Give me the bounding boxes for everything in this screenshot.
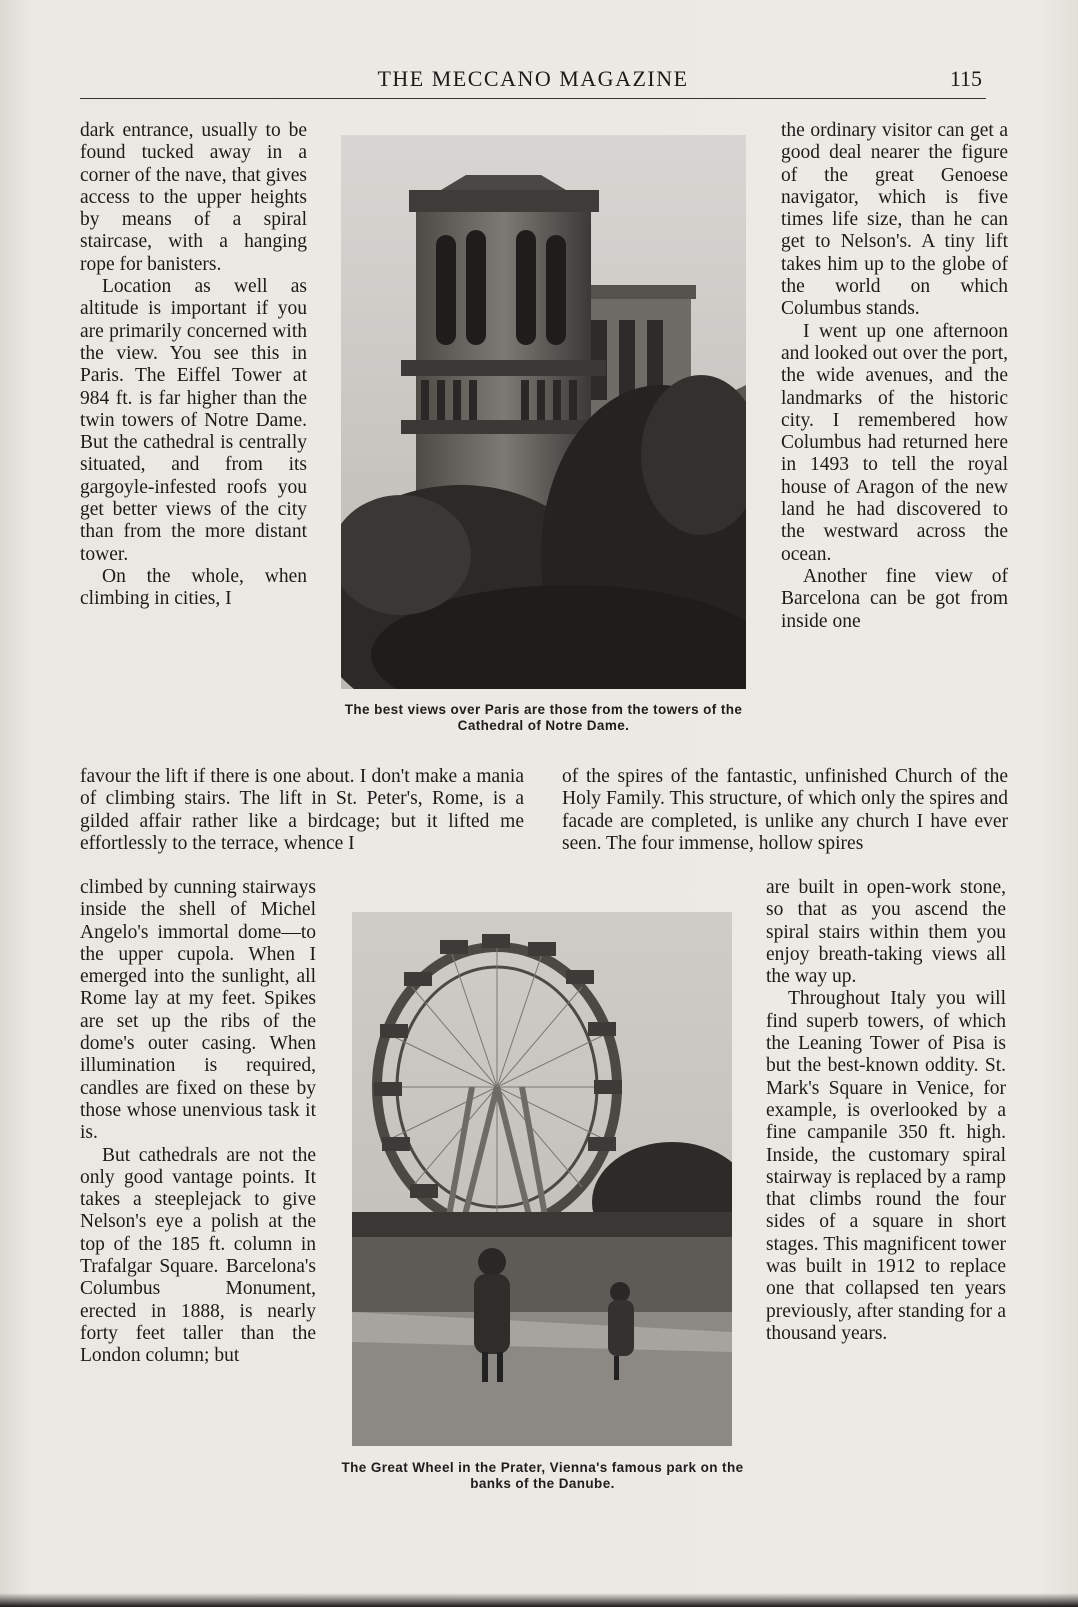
great-wheel-illustration — [352, 912, 732, 1446]
paragraph: On the whole, when climbing in cities, I — [80, 565, 307, 610]
paragraph: dark entrance, usually to be found tucked away in a corner of the nave, that gives access to the upper heights by means of a spiral staircase, with a hanging rope for banisters. — [80, 120, 307, 275]
middle-text-right: of the spires of the fantastic, unfinished Church of the Holy Family. This structure, of which only the spires and facade are completed, is unlike any church I have ever seen. The four immense, hollow spires — [562, 766, 1008, 854]
paragraph: climbed by cunning stairways inside the shell of Michel Angelo's immortal dome—to the upper cupola. When I emerged into the sunlight, all Rome lay at my feet. Spikes are set up the ribs of the dome's outer casing. When illumination is required, candles are fixed on these by those whose unenvious task it is. — [80, 877, 316, 1144]
paragraph: I went up one afternoon and looked out over the port, the wide avenues, and the landmarks of the historic city. I remembered how Columbus had returned here in 1493 to tell the royal house of Aragon of the new land he had discovered to the westward across the ocean. — [781, 320, 1008, 565]
notre-dame-caption: The best views over Paris are those from the towers of the Cathedral of Notre Dame. — [344, 702, 743, 733]
notre-dame-photo — [341, 135, 746, 689]
right-column-bottom — [766, 877, 1006, 1345]
paragraph: are built in open-work stone, so that as you ascend the spiral stairs within them you enjoy breath-taking views all the way up. — [766, 877, 1006, 988]
great-wheel-photo — [352, 912, 732, 1446]
middle-text-left: favour the lift if there is one about. I don't make a mania of climbing stairs. The lift in St. Peter's, Rome, is a gilded affair rather like a birdcage; but it lifted me effortlessly to the terrace, whence I — [80, 766, 524, 854]
paragraph: Location as well as altitude is important if you are primarily concerned with the view. You see this in Paris. The Eiffel Tower at 984 ft. is far higher than the twin towers of Notre Dame. But the cathedral is centrally situated, and from its gargoyle-infested roofs you get better views of the city than from the more distant tower. — [80, 276, 307, 565]
magazine-title: THE MECCANO MAGAZINE — [377, 66, 689, 91]
notre-dame-illustration — [341, 135, 746, 689]
page-number: 115 — [949, 66, 982, 91]
paragraph: Throughout Italy you will find superb towers, of which the Leaning Tower of Pisa is but the best-known oddity. St. Mark's Square in Venice, for example, is overlooked by a fine campanile 350 ft. high. Inside, the customary spiral stairway is replaced by a ramp that climbs round the four sides of a square in short stages. This magnificent tower was built in 1912 to replace one that collapsed ten years previously, after standing for a thousand years. — [766, 988, 1006, 1344]
paragraph: But cathedrals are not the only good vantage points. It takes a steeplejack to give Nelson's eye a polish at the top of the 185 ft. column in Trafalgar Square. Barcelona's Columbus Monument, erected in 1888, is nearly forty feet taller than the London column; but — [80, 1144, 316, 1367]
left-column-top — [80, 120, 307, 611]
page-bottom-shadow — [0, 1593, 1078, 1607]
left-column-bottom — [80, 877, 316, 1368]
paragraph: the ordinary visitor can get a good deal nearer the figure of the great Genoese navigator, which is five times life size, than he can get to Nelson's. A tiny lift takes him up to the globe of the world on which Columbus stands. — [781, 120, 1008, 320]
paragraph: Another fine view of Barcelona can be got from inside one — [781, 565, 1008, 632]
right-column-top — [781, 120, 1008, 633]
great-wheel-caption: The Great Wheel in the Prater, Vienna's famous park on the banks of the Danube. — [341, 1460, 744, 1491]
running-header — [80, 62, 986, 99]
